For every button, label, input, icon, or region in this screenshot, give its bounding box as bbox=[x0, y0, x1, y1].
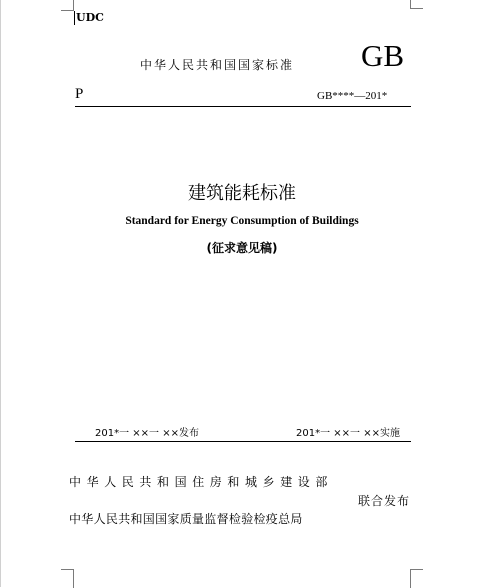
udc-label[interactable]: UDC bbox=[76, 11, 104, 24]
header-divider bbox=[75, 106, 411, 107]
title-chinese[interactable]: 建筑能耗标准 bbox=[188, 183, 296, 204]
crop-mark-bottom-left bbox=[61, 569, 74, 588]
page-edge bbox=[0, 0, 1, 587]
issuer-administration[interactable]: 中华人民共和国国家质量监督检验检疫总局 bbox=[69, 512, 303, 526]
footer-divider bbox=[75, 441, 411, 442]
standard-number[interactable]: GB****—201* bbox=[317, 90, 388, 102]
gb-logo[interactable]: GB bbox=[361, 38, 405, 73]
text-cursor bbox=[74, 11, 75, 25]
issuer-ministry[interactable]: 中华人民共和国住房和城乡建设部 bbox=[69, 475, 334, 489]
draft-note[interactable]: (征求意见稿) bbox=[206, 241, 278, 255]
joint-issue-label[interactable]: 联合发布 bbox=[358, 494, 411, 508]
standard-name[interactable]: 中华人民共和国国家标准 bbox=[140, 58, 295, 72]
crop-mark-top-left bbox=[61, 0, 74, 11]
crop-mark-top-right bbox=[410, 0, 423, 9]
crop-mark-bottom-right bbox=[410, 569, 423, 588]
implement-date[interactable]: 201*一 ××一 ××实施 bbox=[296, 428, 400, 439]
title-english[interactable]: Standard for Energy Consumption of Buildings bbox=[125, 215, 359, 227]
publish-date[interactable]: 201*一 ××一 ××发布 bbox=[95, 428, 199, 439]
classification-code[interactable]: P bbox=[75, 86, 84, 102]
